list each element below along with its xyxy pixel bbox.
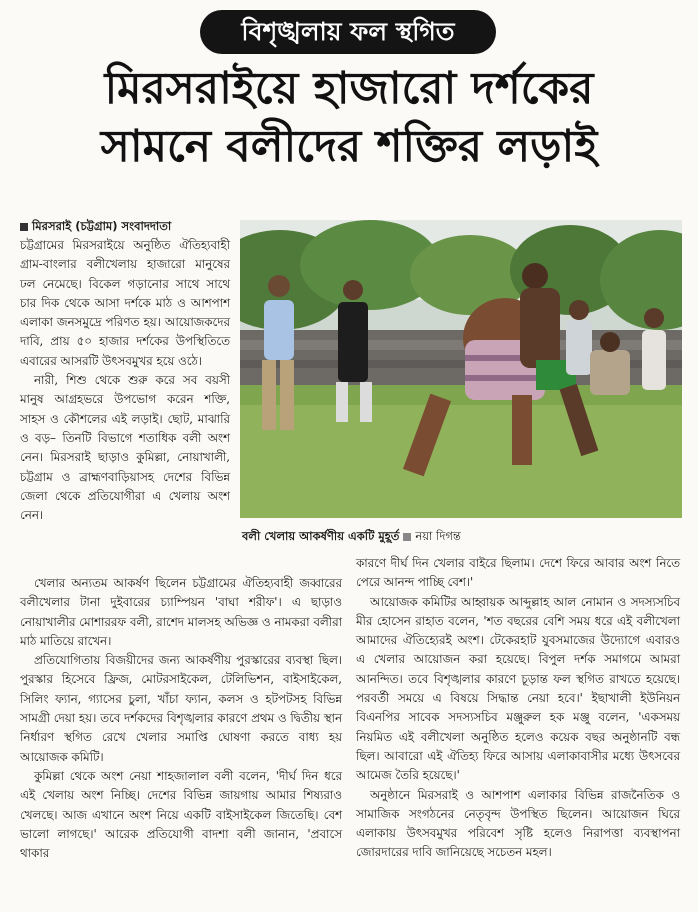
paragraph: নারী, শিশু থেকে শুরু করে সব বয়সী মানুষ আগ্রহভরে উপভোগ করেন শক্তি, সাহস ও কৌশলের এই লড়াই। ছোট, মাঝারি ও বড়– তিনটি বিভাগে শতাধিক বলী অংশ নেন। মিরসরাই ছাড়াও কুমিল্লা, নোয়াখালী, চট্টগ্রাম ও ব্রাহ্মণবাড়িয়াসহ দেশের বিভিন্ন জেলা থেকে প্রতিযোগীরা এ খেলায় অংশ নেন। (20, 373, 230, 523)
caption-text: বলী খেলায় আকর্ষণীয় একটি মুহূর্ত (242, 529, 400, 543)
byline-text: মিরসরাই (চট্টগ্রাম) সংবাদদাতা (32, 219, 172, 233)
article-column-1 (20, 236, 230, 525)
paragraph: আয়োজক কমিটির আহ্বায়ক আব্দুল্লাহ আল নোমান ও সদস্যসচিব মীর হোসেন রাহাত বলেন, 'শত বছরের বেশি সময় ধরে এই বলীখেলা আমাদের ঐতিহ্যেরই অংশ। টেকেরহাট যুবসমাজের উদ্যোগে এবারও এ খেলার আয়োজন করা হয়েছে। বিপুল দর্শক সমাগমে আমরা আনন্দিত। তবে বিশৃঙ্খলার কারণে চূড়ান্ত ফল স্থগিত রাখতে হয়েছে। পরবর্তী সময়ে এ বিষয়ে সিদ্ধান্ত নেয়া হবে।' ইছাখালী ইউনিয়ন বিএনপির সাবেক সদস্যসচিব মঞ্জুরুল হক মঞ্জু বলেন, 'একসময় নিয়মিত এই বলীখেলা অনুষ্ঠিত হলেও কয়েক বছর অনুষ্ঠানটি বন্ধ ছিল। আবারো এই ঐতিহ্য ফিরে আসায় এলাকাবাসীর মধ্যে উৎসবের আমেজ তৈরি হয়েছে।' (356, 594, 680, 783)
wrestling-photo (240, 220, 682, 518)
paragraph: অনুষ্ঠানে মিরসরাই ও আশপাশ এলাকার বিভিন্ন রাজনৈতিক ও সামাজিক সংগঠনের নেতৃবৃন্দ উপস্থিত ছিলেন। আয়োজন ঘিরে এলাকায় উৎসবমুখর পরিবেশ সৃষ্টি হলেও নিরাপত্তা ব্যবস্থাপনা জোরদারের দাবি জানিয়েছে সচেতন মহল। (356, 787, 680, 860)
wrestling-scene-image (240, 220, 682, 518)
photo-caption (242, 528, 682, 547)
headline (20, 60, 678, 176)
kicker-label: বিশৃঙ্খলায় ফল স্থগিত (200, 10, 496, 54)
paragraph: কুমিল্লা থেকে অংশ নেয়া শাহজালাল বলী বলেন, 'দীর্ঘ দিন ধরে এই খেলায় অংশ নিচ্ছি। দেশের বিভিন্ন জায়গায় আমার শিষ্যরাও খেলছে। আজ এখানে অংশ নিয়ে একটি বাইসাইকেল জিতেছি। বেশ ভালো লাগছে।' আরেক প্রতিযোগী বাদশা বলী জানান, 'প্রবাসে থাকার (20, 768, 342, 861)
article-column-2 (20, 574, 342, 863)
paragraph: চট্টগ্রামের মিরসরাইয়ে অনুষ্ঠিত ঐতিহ্যবাহী গ্রাম-বাংলার বলীখেলায় হাজারো মানুষের ঢল নেমেছে। বিকেল গড়ানোর সাথে সাথে চার দিক থেকে আসা দর্শকে মাঠ ও আশপাশ এলাকা জনসমুদ্রে পরিণত হয়। আয়োজকদের দাবি, প্রায় ৫০ হাজার দর্শকের উপস্থিতিতে এবারের আসরটি উৎসবমুখর হয়ে ওঠে। (20, 238, 230, 368)
headline-line-1: মিরসরাইয়ে হাজারো দর্শকের (104, 63, 594, 114)
byline (20, 218, 230, 237)
bullet-icon (20, 223, 28, 231)
square-icon (403, 533, 411, 541)
headline-line-2: সামনে বলীদের শক্তির লড়াই (100, 121, 598, 172)
caption-credit: নয়া দিগন্ত (415, 529, 461, 543)
article-column-3 (356, 554, 680, 863)
paragraph: প্রতিযোগিতায় বিজয়ীদের জন্য আকর্ষণীয় পুরস্কারের ব্যবস্থা ছিল। পুরস্কার হিসেবে ফ্রিজ, মোটরসাইকেল, টেলিভিশন, বাইসাইকেল, সিলিং ফ্যান, গ্যাসের চুলা, খাঁচা ফ্যান, কলস ও হটপটসহ বিভিন্ন সামগ্রী দেয়া হয়। তবে দর্শকদের বিশৃঙ্খলার কারণে প্রথম ও দ্বিতীয় স্থান নির্ধারণ স্থগিত রেখে খেলার সমাপ্তি ঘোষণা করতে বাধ্য হয় আয়োজক কমিটি। (20, 653, 342, 764)
paragraph: কারণে দীর্ঘ দিন খেলার বাইরে ছিলাম। দেশে ফিরে আবার অংশ নিতে পেরে আনন্দ পাচ্ছি বেশ।' (356, 556, 680, 590)
paragraph: খেলার অন্যতম আকর্ষণ ছিলেন চট্টগ্রামের ঐতিহ্যবাহী জব্বারের বলীখেলার টানা দুইবারের চ্যাম্পিয়ন 'বাঘা শরীফ'। এ ছাড়াও নোয়াখালীর মোশাররফ বলী, রাশেদ মালসহ অভিজ্ঞ ও নামকরা বলীরা মাঠ মাতিয়ে রাখেন। (20, 576, 342, 648)
